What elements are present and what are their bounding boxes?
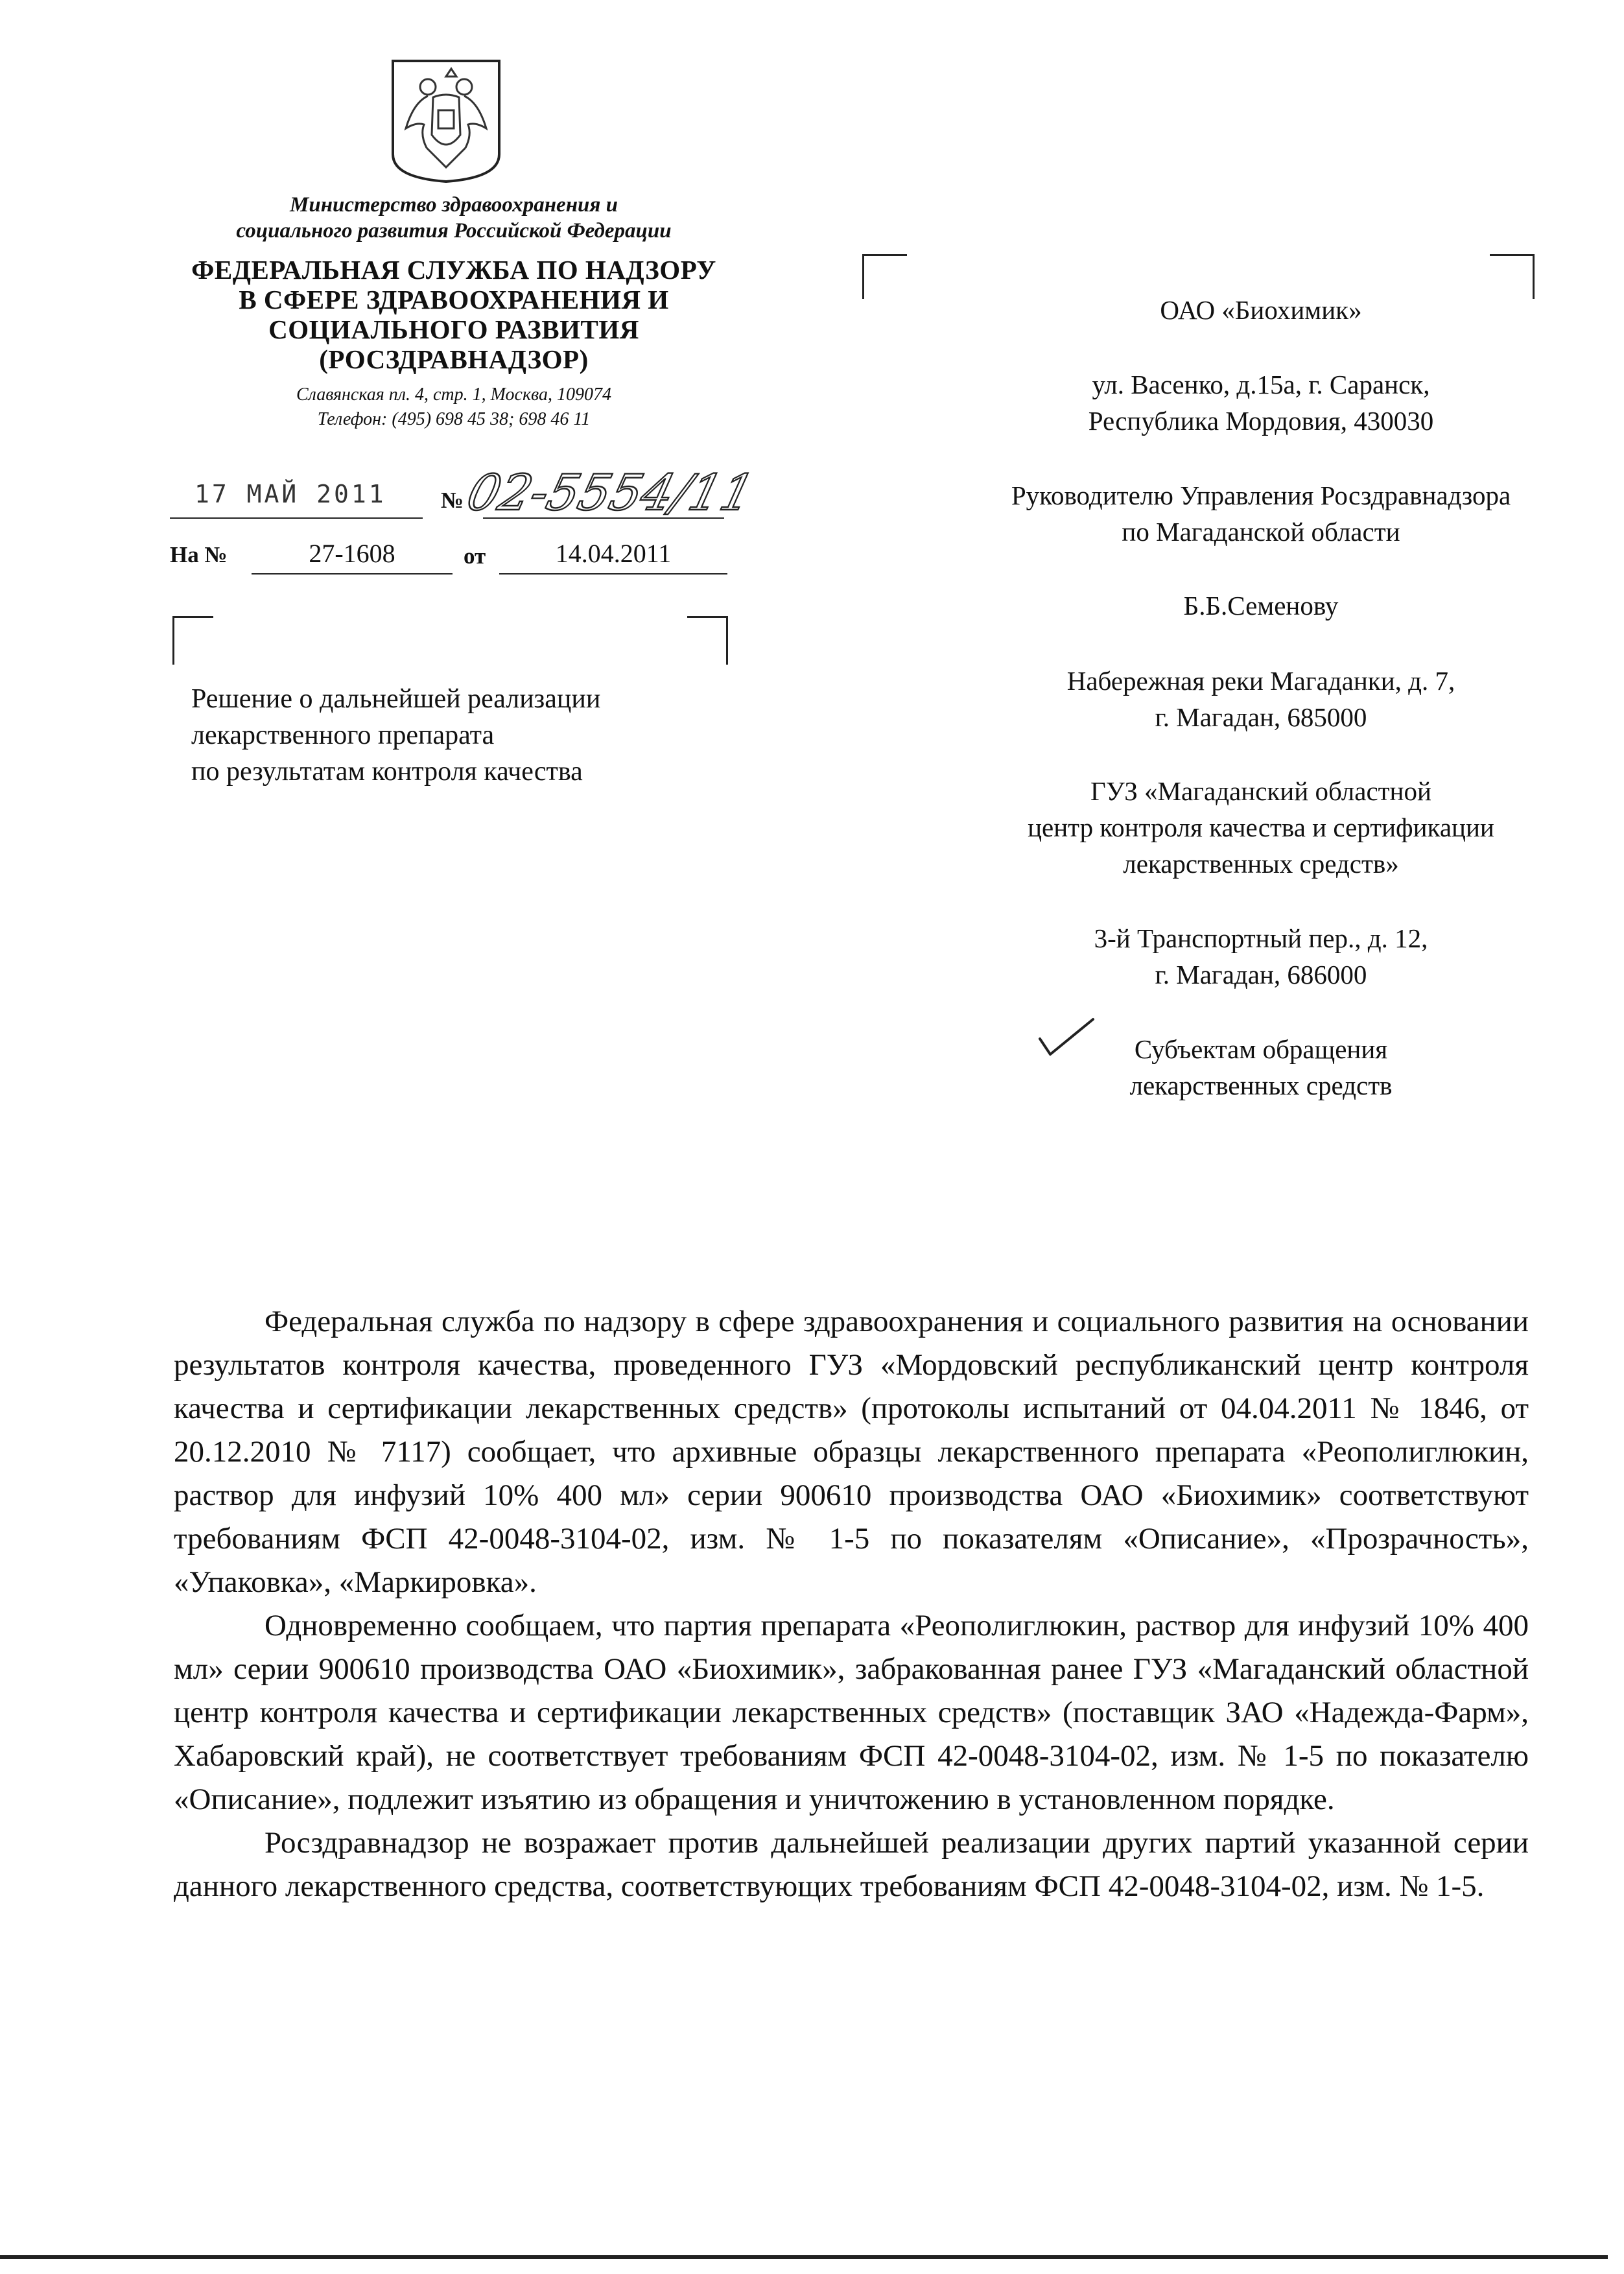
agency-name-line4: (РОСЗДРАВНАДЗОР) bbox=[319, 344, 589, 374]
number-underline bbox=[483, 517, 724, 519]
addressee-2-address-line1: Набережная реки Магаданки, д. 7, bbox=[1066, 666, 1455, 696]
registration-date-stamp: 17 МАЙ 2011 bbox=[194, 480, 386, 508]
agency-name-line1: ФЕДЕРАЛЬНАЯ СЛУЖБА ПО НАДЗОРУ bbox=[191, 255, 716, 285]
addressee-3-name-line2: центр контроля качества и сертификации bbox=[1028, 812, 1494, 842]
coat-of-arms-icon bbox=[388, 57, 504, 184]
svg-text:02-5554/11: 02-5554/11 bbox=[461, 464, 760, 522]
addressee-4-line2: лекарственных средств bbox=[1129, 1071, 1393, 1100]
addressee-3-address-line1: 3-й Транспортный пер., д. 12, bbox=[1094, 923, 1428, 953]
reply-to-number: 27-1608 bbox=[309, 539, 395, 568]
reply-to-label: На № bbox=[170, 542, 228, 567]
body-paragraph-2: Одновременно сообщаем, что партия препарата «Реополиглюкин, раствор для инфузий 10% 400 мл» серии 900610 производства ОАО «Биохимик», забракованная ранее ГУЗ «Магаданский областной центр контроля качества и сертификации лекарственных средств» (поставщик ЗАО «Надежда-Фарм», Хабаровский край), не соответствует требованиям ФСП 42-0048-3104-02, изм. № 1-5 по показателю «Описание», подлежит изъятию из обращения и уничтожению в установленном порядке. bbox=[174, 1609, 1529, 1816]
agency-name-line2: В СФЕРЕ ЗДРАВООХРАНЕНИЯ И bbox=[239, 285, 669, 314]
ministry-name-line1: Министерство здравоохранения и bbox=[290, 193, 618, 217]
agency-phone: Телефон: (495) 698 45 38; 698 46 11 bbox=[317, 409, 591, 429]
reply-number-underline bbox=[252, 573, 453, 574]
agency-name-line3: СОЦИАЛЬНОГО РАЗВИТИЯ bbox=[268, 314, 639, 344]
addressee-3-name-line3: лекарственных средств» bbox=[1123, 849, 1399, 879]
addressee-4-line1: Субъектам обращения bbox=[1134, 1034, 1388, 1064]
addressee-1-address-line1: ул. Васенко, д.15а, г. Саранск, bbox=[1092, 370, 1430, 399]
addressee-1-name: ОАО «Биохимик» bbox=[1160, 295, 1362, 325]
addressee-2-address-line2: г. Магадан, 685000 bbox=[1155, 702, 1367, 732]
addressee-2-title-line2: по Магаданской области bbox=[1122, 517, 1400, 547]
letter-body bbox=[174, 1300, 1529, 1908]
addressee-2-name: Б.Б.Семенову bbox=[1183, 591, 1339, 621]
agency-address: Славянская пл. 4, стр. 1, Москва, 109074 bbox=[296, 385, 612, 405]
handwritten-outgoing-number bbox=[461, 454, 760, 525]
subject-corner-left bbox=[172, 616, 213, 665]
subject-line3: по результатам контроля качества bbox=[191, 757, 583, 787]
addressee-2-title-line1: Руководителю Управления Росздравнадзора bbox=[1011, 480, 1511, 510]
from-label: от bbox=[464, 543, 486, 569]
number-label: № bbox=[441, 488, 464, 513]
addressee-3-address-line2: г. Магадан, 686000 bbox=[1155, 960, 1367, 989]
reply-date-underline bbox=[499, 573, 727, 574]
addressee-1-address-line2: Республика Мордовия, 430030 bbox=[1088, 406, 1434, 436]
date-underline bbox=[170, 517, 423, 519]
subject-line2: лекарственного препарата bbox=[191, 720, 495, 750]
body-paragraph-1: Федеральная служба по надзору в сфере здравоохранения и социального развития на основании результатов контроля качества, проведенного ГУЗ «Мордовский республиканский центр контроля качества и сертификации лекарственных средств» (протоколы испытаний от 04.04.2011 № 1846, от 20.12.2010 № 7117) сообщает, что архивные образцы лекарственного препарата «Реополиглюкин, раствор для инфузий 10% 400 мл» серии 900610 производства ОАО «Биохимик» соответствуют требованиям ФСП 42-0048-3104-02, изм. № 1-5 по показателям «Описание», «Прозрачность», «Упаковка», «Маркировка». bbox=[174, 1305, 1529, 1599]
addressee-3-name-line1: ГУЗ «Магаданский областной bbox=[1090, 776, 1431, 806]
letter-subject bbox=[191, 681, 723, 790]
ministry-name-line2: социального развития Российской Федерации bbox=[236, 219, 672, 243]
reply-to-date: 14.04.2011 bbox=[555, 539, 672, 568]
subject-line1: Решение о дальнейшей реализации bbox=[191, 684, 601, 714]
bottom-divider bbox=[0, 2255, 1608, 2259]
subject-corner-right bbox=[687, 616, 728, 665]
body-paragraph-3: Росздравнадзор не возражает против дальнейшей реализации других партий указанной серии данного лекарственного средства, соответствующих требованиям ФСП 42-0048-3104-02, изм. № 1-5. bbox=[174, 1826, 1529, 1903]
